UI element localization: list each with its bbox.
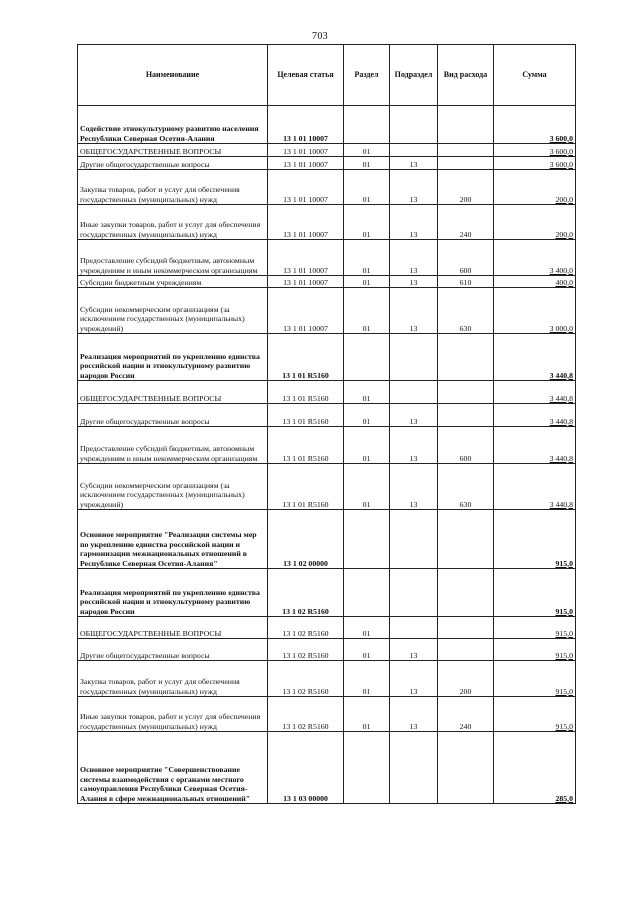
row-expense-type-cell: 240 (438, 205, 494, 240)
row-section-cell: 01 (344, 288, 390, 334)
row-sum-cell: 3 440,8 (494, 464, 576, 510)
row-subsection-cell: 13 (390, 639, 438, 661)
table-row (78, 288, 576, 334)
row-name-cell: Другие общегосударственные вопросы (78, 639, 268, 661)
row-expense-type-cell (438, 106, 494, 144)
row-expense-type-cell: 240 (438, 697, 494, 732)
row-sum-cell: 200,0 (494, 205, 576, 240)
row-subsection-cell (390, 510, 438, 569)
row-target-article-cell: 13 1 02 R5160 (268, 697, 344, 732)
table-row (78, 661, 576, 697)
row-section-cell: 01 (344, 170, 390, 205)
row-target-article-cell: 13 1 01 R5160 (268, 427, 344, 464)
row-target-article-cell: 13 1 01 10007 (268, 276, 344, 288)
page-number: 703 (312, 31, 328, 42)
row-sum-cell: 915,0 (494, 510, 576, 569)
row-name-cell: Другие общегосударственные вопросы (78, 157, 268, 170)
row-name-cell: Закупка товаров, работ и услуг для обеспечения государственных (муниципальных) нужд (78, 661, 268, 697)
table-row (78, 144, 576, 157)
row-name-cell: Субсидии некоммерческим организациям (за исключением государственных (муниципальных) учреждений) (78, 464, 268, 510)
row-target-article-cell: 13 1 02 R5160 (268, 639, 344, 661)
row-sum-cell: 400,0 (494, 276, 576, 288)
row-expense-type-cell (438, 157, 494, 170)
row-target-article-cell: 13 1 02 R5160 (268, 661, 344, 697)
row-name-cell: Реализация мероприятий по укреплению единства российской нации и этнокультурному развитию народов России (78, 569, 268, 617)
row-target-article-cell: 13 1 01 10007 (268, 157, 344, 170)
row-name-cell: Другие общегосударственные вопросы (78, 404, 268, 427)
row-sum-cell: 3 440,8 (494, 334, 576, 381)
row-name-cell: Основное мероприятие "Совершенствование системы взаимодействия с органами местного самоуправления Республики Северная Осетия-Алания в сфере межнациональных отношений" (78, 732, 268, 804)
row-sum-cell: 3 440,8 (494, 427, 576, 464)
row-section-cell: 01 (344, 276, 390, 288)
row-sum-cell: 3 600,0 (494, 106, 576, 144)
table-row (78, 381, 576, 404)
row-section-cell: 01 (344, 661, 390, 697)
table-row (78, 569, 576, 617)
row-expense-type-cell (438, 381, 494, 404)
row-subsection-cell (390, 106, 438, 144)
row-name-cell: ОБЩЕГОСУДАРСТВЕННЫЕ ВОПРОСЫ (78, 617, 268, 639)
row-sum-cell: 915,0 (494, 661, 576, 697)
row-sum-cell: 915,0 (494, 569, 576, 617)
row-sum-cell: 3 000,0 (494, 288, 576, 334)
row-section-cell: 01 (344, 144, 390, 157)
row-target-article-cell: 13 1 03 00000 (268, 732, 344, 804)
table-row (78, 157, 576, 170)
row-name-cell: Иные закупки товаров, работ и услуг для обеспечения государственных (муниципальных) нужд (78, 205, 268, 240)
row-name-cell: Предоставление субсидий бюджетным, автономным учреждениям и иным некоммерческим организациям (78, 240, 268, 276)
row-section-cell (344, 569, 390, 617)
row-target-article-cell: 13 1 02 00000 (268, 510, 344, 569)
table-row (78, 697, 576, 732)
row-name-cell: Субсидии некоммерческим организациям (за исключением государственных (муниципальных) учреждений) (78, 288, 268, 334)
row-target-article-cell: 13 1 02 R5160 (268, 617, 344, 639)
row-subsection-cell (390, 617, 438, 639)
row-expense-type-cell: 200 (438, 661, 494, 697)
table-row (78, 617, 576, 639)
table-body (78, 106, 576, 804)
row-subsection-cell (390, 381, 438, 404)
row-subsection-cell: 13 (390, 205, 438, 240)
row-name-cell: Реализация мероприятий по укреплению единства российской нации и этнокультурному развитию народов России (78, 334, 268, 381)
row-subsection-cell: 13 (390, 464, 438, 510)
row-sum-cell: 3 400,0 (494, 240, 576, 276)
row-expense-type-cell (438, 510, 494, 569)
row-expense-type-cell: 630 (438, 288, 494, 334)
header-target-article: Целевая статья (268, 45, 344, 106)
header-expense-type: Вид расхода (438, 45, 494, 106)
row-section-cell: 01 (344, 617, 390, 639)
row-target-article-cell: 13 1 01 R5160 (268, 334, 344, 381)
row-expense-type-cell (438, 334, 494, 381)
table-row (78, 404, 576, 427)
row-sum-cell: 3 600,0 (494, 157, 576, 170)
row-subsection-cell (390, 334, 438, 381)
row-subsection-cell: 13 (390, 157, 438, 170)
row-subsection-cell: 13 (390, 427, 438, 464)
row-expense-type-cell (438, 404, 494, 427)
row-sum-cell: 915,0 (494, 697, 576, 732)
row-section-cell: 01 (344, 240, 390, 276)
header-section: Раздел (344, 45, 390, 106)
row-section-cell: 01 (344, 381, 390, 404)
row-target-article-cell: 13 1 01 10007 (268, 144, 344, 157)
header-subsection: Подраздел (390, 45, 438, 106)
budget-table (77, 44, 576, 804)
row-target-article-cell: 13 1 01 10007 (268, 205, 344, 240)
table-row (78, 276, 576, 288)
row-target-article-cell: 13 1 01 10007 (268, 288, 344, 334)
table-row (78, 240, 576, 276)
table-header-row (78, 45, 576, 106)
row-sum-cell: 915,0 (494, 617, 576, 639)
row-subsection-cell: 13 (390, 697, 438, 732)
header-name: Наименование (78, 45, 268, 106)
row-target-article-cell: 13 1 01 10007 (268, 240, 344, 276)
row-name-cell: ОБЩЕГОСУДАРСТВЕННЫЕ ВОПРОСЫ (78, 381, 268, 404)
row-expense-type-cell: 600 (438, 240, 494, 276)
row-name-cell: Содействие этнокультурному развитию населения Республики Северная Осетия-Алания (78, 106, 268, 144)
row-expense-type-cell: 610 (438, 276, 494, 288)
table-row (78, 427, 576, 464)
row-target-article-cell: 13 1 01 10007 (268, 106, 344, 144)
row-subsection-cell: 13 (390, 661, 438, 697)
row-expense-type-cell (438, 732, 494, 804)
row-section-cell: 01 (344, 464, 390, 510)
row-sum-cell: 3 600,0 (494, 144, 576, 157)
row-target-article-cell: 13 1 01 R5160 (268, 381, 344, 404)
row-sum-cell: 915,0 (494, 639, 576, 661)
row-section-cell: 01 (344, 697, 390, 732)
table-row (78, 732, 576, 804)
row-name-cell: Субсидии бюджетным учреждениям (78, 276, 268, 288)
row-section-cell: 01 (344, 205, 390, 240)
row-section-cell (344, 334, 390, 381)
row-section-cell: 01 (344, 427, 390, 464)
table-row (78, 334, 576, 381)
row-section-cell (344, 732, 390, 804)
row-expense-type-cell: 200 (438, 170, 494, 205)
row-sum-cell: 285,0 (494, 732, 576, 804)
row-section-cell (344, 106, 390, 144)
table-row (78, 510, 576, 569)
row-section-cell: 01 (344, 639, 390, 661)
table-row (78, 464, 576, 510)
row-sum-cell: 3 440,8 (494, 404, 576, 427)
row-name-cell: Закупка товаров, работ и услуг для обеспечения государственных (муниципальных) нужд (78, 170, 268, 205)
table-row (78, 639, 576, 661)
row-subsection-cell: 13 (390, 404, 438, 427)
row-subsection-cell (390, 732, 438, 804)
row-subsection-cell: 13 (390, 170, 438, 205)
row-expense-type-cell (438, 144, 494, 157)
row-expense-type-cell: 630 (438, 464, 494, 510)
row-target-article-cell: 13 1 01 R5160 (268, 404, 344, 427)
row-target-article-cell: 13 1 02 R5160 (268, 569, 344, 617)
row-target-article-cell: 13 1 01 R5160 (268, 464, 344, 510)
row-sum-cell: 200,0 (494, 170, 576, 205)
row-name-cell: Иные закупки товаров, работ и услуг для обеспечения государственных (муниципальных) нужд (78, 697, 268, 732)
header-sum: Сумма (494, 45, 576, 106)
row-name-cell: Основное мероприятие "Реализация системы мер по укреплению единства российской нации и гармонизации межнациональных отношений в Республике Северная Осетия-Алания" (78, 510, 268, 569)
row-expense-type-cell (438, 569, 494, 617)
row-subsection-cell (390, 144, 438, 157)
row-subsection-cell (390, 569, 438, 617)
row-name-cell: Предоставление субсидий бюджетным, автономным учреждениям и иным некоммерческим организациям (78, 427, 268, 464)
row-target-article-cell: 13 1 01 10007 (268, 170, 344, 205)
row-expense-type-cell (438, 639, 494, 661)
table-row (78, 170, 576, 205)
row-name-cell: ОБЩЕГОСУДАРСТВЕННЫЕ ВОПРОСЫ (78, 144, 268, 157)
row-subsection-cell: 13 (390, 240, 438, 276)
row-expense-type-cell: 600 (438, 427, 494, 464)
row-subsection-cell: 13 (390, 288, 438, 334)
row-expense-type-cell (438, 617, 494, 639)
row-section-cell: 01 (344, 157, 390, 170)
row-section-cell: 01 (344, 404, 390, 427)
row-sum-cell: 3 440,8 (494, 381, 576, 404)
table-row (78, 205, 576, 240)
table-row (78, 106, 576, 144)
row-section-cell (344, 510, 390, 569)
row-subsection-cell: 13 (390, 276, 438, 288)
